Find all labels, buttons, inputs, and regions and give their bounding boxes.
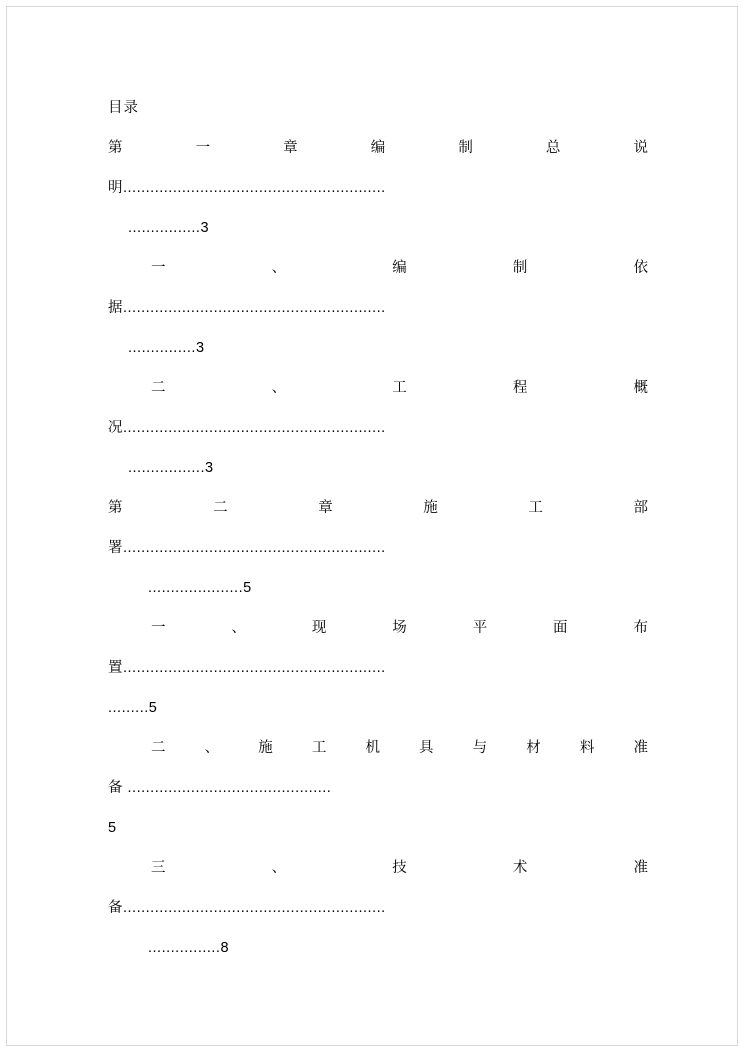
- heading-char: 编: [370, 140, 386, 156]
- leader-dots: ..........................................................: [123, 540, 386, 556]
- heading-char: 程: [512, 380, 528, 396]
- toc-page-line: [108, 568, 648, 608]
- heading-char: 机: [365, 740, 380, 756]
- heading-char: 施: [423, 500, 438, 516]
- toc-entry-section-2-1[interactable]: [108, 608, 648, 728]
- leader-dots: .................: [128, 460, 205, 476]
- toc-page-line: [108, 448, 648, 488]
- heading-char: 三: [151, 860, 166, 876]
- heading-char: 一: [151, 260, 166, 276]
- toc-entry-chapter-1[interactable]: [108, 128, 648, 248]
- leader-dots: .....................: [148, 580, 244, 596]
- leader-dots: ................: [128, 220, 201, 236]
- heading-char: 二: [151, 740, 166, 756]
- leader-dots: .............................................: [123, 780, 332, 796]
- toc-leader-line: [108, 528, 648, 568]
- heading-char: 平: [472, 620, 488, 636]
- page-number: 3: [200, 220, 209, 236]
- heading-char: 备: [108, 780, 123, 796]
- heading-char: 料: [579, 740, 595, 756]
- heading-char: 一: [195, 140, 211, 156]
- toc-leader-line: [108, 168, 648, 208]
- toc-entry-section-1-1[interactable]: [108, 248, 648, 368]
- toc-leader-line: [108, 408, 648, 448]
- heading-char: 现: [311, 620, 327, 636]
- heading-char: 况: [108, 420, 123, 436]
- toc-entry-section-2-2[interactable]: [108, 728, 648, 848]
- heading-char: 章: [318, 500, 333, 516]
- heading-char: 工: [311, 740, 327, 756]
- heading-char: 具: [419, 740, 434, 756]
- leader-dots: ................: [148, 940, 221, 956]
- heading-char: 章: [283, 140, 298, 156]
- heading-char: 第: [108, 140, 123, 156]
- toc-page-line: [108, 208, 648, 248]
- toc-entry-section-2-3[interactable]: [108, 848, 648, 968]
- heading-char: 材: [526, 740, 541, 756]
- heading-char: 面: [553, 620, 568, 636]
- leader-dots: ...............: [128, 340, 196, 356]
- toc-page-line: [108, 328, 648, 368]
- heading-char: 、: [271, 380, 287, 396]
- heading-char: 二: [213, 500, 228, 516]
- heading-char: 署: [108, 540, 123, 556]
- toc-entry-section-1-2[interactable]: [108, 368, 648, 488]
- heading-char: 部: [633, 500, 648, 516]
- heading-char: 二: [151, 380, 166, 396]
- toc-entry-heading: [151, 728, 648, 768]
- toc-entry-heading: [108, 128, 648, 168]
- toc-entry-heading: [108, 488, 648, 528]
- page-number: 5: [108, 820, 117, 836]
- toc-leader-line: [108, 768, 648, 808]
- toc-entry-heading: [151, 248, 648, 288]
- toc-page-line: [108, 928, 648, 968]
- heading-char: 工: [392, 380, 407, 396]
- leader-dots: ..........................................................: [123, 300, 386, 316]
- page-number: 3: [205, 460, 214, 476]
- heading-char: 制: [512, 260, 528, 276]
- heading-char: 一: [151, 620, 166, 636]
- heading-char: 布: [633, 620, 648, 636]
- heading-char: 、: [271, 860, 287, 876]
- page-number: 5: [148, 700, 157, 716]
- heading-char: 技: [392, 860, 407, 876]
- heading-char: 准: [633, 860, 648, 876]
- heading-char: 、: [231, 620, 246, 636]
- heading-char: 场: [392, 620, 407, 636]
- toc-entry-heading: [151, 608, 648, 648]
- heading-char: 第: [108, 500, 123, 516]
- heading-char: 术: [512, 860, 528, 876]
- heading-char: 与: [472, 740, 488, 756]
- heading-char: 置: [108, 660, 123, 676]
- heading-char: 依: [633, 260, 648, 276]
- toc-page-line: [108, 808, 648, 848]
- toc-leader-line: [108, 288, 648, 328]
- heading-char: 、: [271, 260, 287, 276]
- toc-leader-line: [108, 648, 648, 688]
- page-number: 3: [195, 340, 205, 356]
- heading-char: 施: [258, 740, 273, 756]
- heading-char: 制: [458, 140, 473, 156]
- leader-dots: .........: [108, 700, 149, 716]
- heading-char: 备: [108, 900, 123, 916]
- table-of-contents: [108, 88, 648, 968]
- leader-dots: ..........................................................: [123, 660, 386, 676]
- heading-char: 、: [204, 740, 220, 756]
- heading-char: 编: [392, 260, 407, 276]
- leader-dots: ..........................................................: [123, 900, 386, 916]
- heading-char: 准: [633, 740, 648, 756]
- leader-dots: ..........................................................: [123, 180, 386, 196]
- page-number: 8: [220, 940, 229, 956]
- heading-char: 工: [528, 500, 543, 516]
- heading-char: 据: [108, 300, 123, 316]
- heading-char: 明: [108, 180, 123, 196]
- leader-dots: ..........................................................: [123, 420, 386, 436]
- toc-leader-line: [108, 888, 648, 928]
- page-number: 5: [243, 580, 252, 596]
- toc-entry-heading: [151, 848, 648, 888]
- toc-page-line: [108, 688, 648, 728]
- toc-entry-heading: [151, 368, 648, 408]
- heading-char: 说: [633, 140, 648, 156]
- heading-char: 概: [633, 380, 648, 396]
- page-title: 目录: [108, 100, 139, 116]
- toc-entry-chapter-2[interactable]: [108, 488, 648, 608]
- heading-char: 总: [545, 140, 561, 156]
